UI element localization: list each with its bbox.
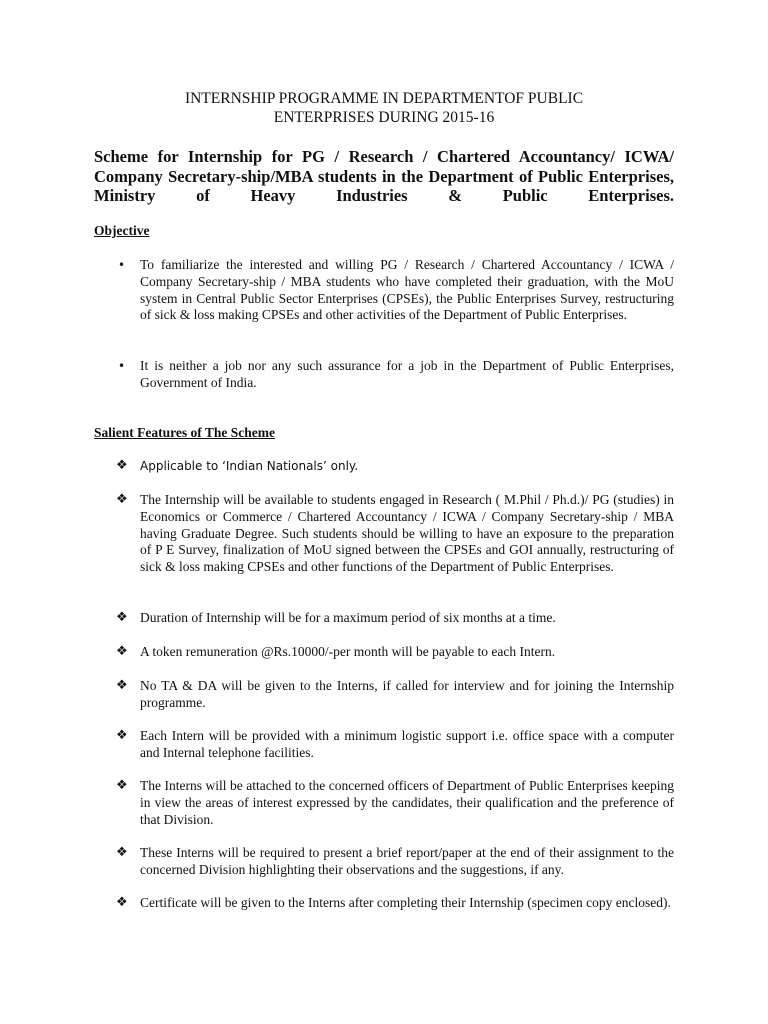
feature-item-text: The Internship will be available to students engaged in Research ( M.Phil / Ph.d.)/ PG (studies) in Economics or Commerce / Chartered Accountancy / ICWA / Company Secretary-ship / MBA having Graduate Degree. Such students should be willing to have an exposure to the preparation of P E Survey, finalization of MoU signed between the CPSEs and GOI annually, restructuring of sick & loss making CPSEs and other functions of the Department of Public Enterprises.	[140, 492, 674, 575]
feature-item	[94, 678, 674, 712]
feature-item	[94, 895, 674, 912]
feature-item-text: No TA & DA will be given to the Interns, if called for interview and for joining the Internship programme.	[140, 678, 674, 710]
diamond-bullet-icon: ❖	[116, 610, 128, 625]
feature-item	[94, 610, 674, 627]
diamond-bullet-icon: ❖	[116, 728, 128, 743]
diamond-bullet-icon: ❖	[116, 845, 128, 860]
bullet-dot-icon: •	[118, 359, 126, 373]
objective-item	[94, 257, 674, 324]
objective-item	[94, 358, 674, 392]
feature-item	[94, 778, 674, 828]
title-line-1: INTERNSHIP PROGRAMME IN DEPARTMENTOF PUBLIC	[184, 90, 584, 107]
diamond-bullet-icon: ❖	[116, 895, 128, 910]
feature-item	[94, 845, 674, 879]
objective-heading: Objective	[94, 223, 150, 238]
feature-item-text: A token remuneration @Rs.10000/-per month will be payable to each Intern.	[140, 644, 556, 659]
feature-item	[94, 728, 674, 762]
diamond-bullet-icon: ❖	[116, 492, 128, 507]
feature-item-text: These Interns will be required to present a brief report/paper at the end of their assignment to the concerned Division highlighting their observations and the suggestions, if any.	[140, 845, 674, 877]
bullet-dot-icon: •	[118, 258, 126, 272]
feature-item-text: Applicable to ‘Indian Nationals’ only.	[140, 459, 359, 473]
feature-item-text: Certificate will be given to the Interns after completing their Internship (specimen copy enclosed).	[140, 895, 671, 910]
feature-item-text: Duration of Internship will be for a maximum period of six months at a time.	[140, 610, 556, 625]
scheme-title: Scheme for Internship for PG / Research / Chartered Accountancy/ ICWA/ Company Secretary-ship/MBA students in the Department of Public Enterprises, Ministry of Heavy Industries & Public Enterprises.	[94, 147, 674, 205]
feature-item	[94, 644, 674, 661]
feature-item-text: Each Intern will be provided with a minimum logistic support i.e. office space with a computer and Internal telephone facilities.	[140, 728, 674, 760]
objective-item-text: It is neither a job nor any such assurance for a job in the Department of Public Enterprises, Government of India.	[140, 358, 674, 390]
diamond-bullet-icon: ❖	[116, 458, 128, 473]
objective-item-text: To familiarize the interested and willing PG / Research / Chartered Accountancy / ICWA / Company Secretary-ship / MBA students who have completed their graduation, with the MoU system in Central Public Sector Enterprises (CPSEs), the Public Enterprises Survey, restructuring of sick & loss making CPSEs and other activities of the Department of Public Enterprises.	[140, 257, 674, 323]
salient-features-heading: Salient Features of The Scheme	[94, 425, 275, 440]
diamond-bullet-icon: ❖	[116, 778, 128, 793]
feature-item	[94, 492, 674, 576]
feature-item-text: The Interns will be attached to the concerned officers of Department of Public Enterprises keeping in view the areas of interest expressed by the candidates, their qualification and the preference of that Division.	[140, 778, 674, 827]
diamond-bullet-icon: ❖	[116, 678, 128, 693]
document-title	[94, 89, 674, 127]
diamond-bullet-icon: ❖	[116, 644, 128, 659]
title-line-2: ENTERPRISES DURING 2015-16	[273, 109, 495, 126]
feature-item	[94, 458, 674, 475]
